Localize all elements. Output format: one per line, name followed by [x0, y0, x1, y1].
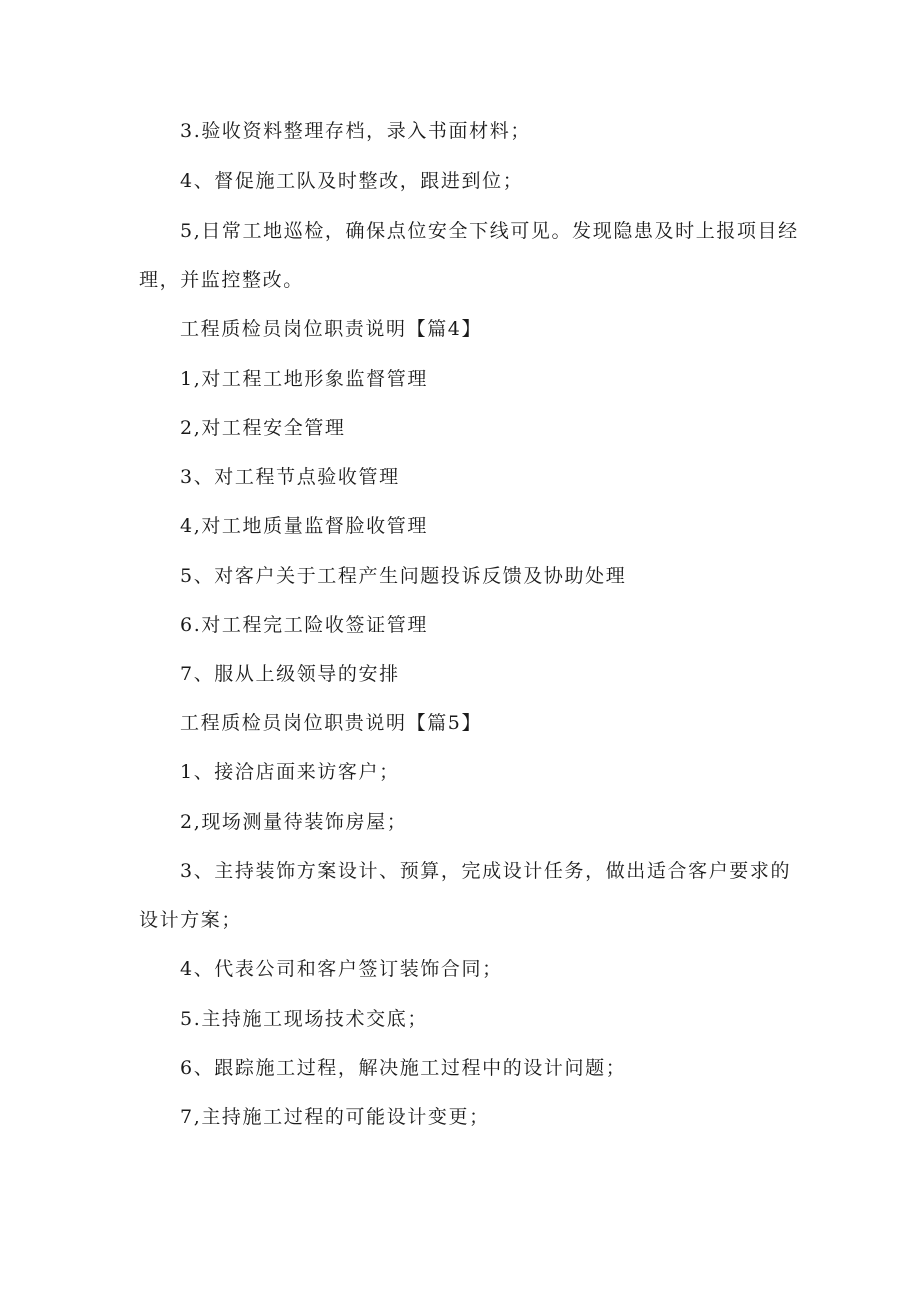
list-item: 1、接洽店面来访客户；	[180, 761, 400, 783]
list-item: 4,对工地质量监督脸收管理	[180, 515, 428, 537]
list-item: 7、服从上级领导的安排	[180, 663, 400, 685]
list-item: 3、主持装饰方案设计、预算，完成设计任务，做出适合客户要求的	[180, 860, 792, 882]
list-item: 1,对工程工地形象监督管理	[180, 368, 428, 390]
list-item: 3、对工程节点验收管理	[180, 466, 400, 488]
list-item-continuation: 设计方案；	[139, 909, 243, 931]
list-item: 5、对客户关于工程产生问题投诉反馈及协助处理	[180, 565, 627, 587]
list-item: 3.验收资料整理存档，录入书面材料；	[180, 120, 531, 142]
section-heading: 工程质检员岗位职贵说明【篇5】	[180, 712, 483, 734]
list-item: 6.对工程完工险收签证管理	[180, 614, 428, 636]
list-item: 2,现场测量待装饰房屋；	[180, 811, 408, 833]
list-item: 5,日常工地巡检，确保点位安全下线可见。发现隐患及时上报项目经	[180, 220, 799, 242]
list-item-continuation: 理，并监控整改。	[139, 269, 304, 291]
list-item: 2,对工程安全管理	[180, 417, 346, 439]
list-item: 5.主持施工现场技术交底；	[180, 1008, 428, 1030]
list-item: 4、代表公司和客户签订装饰合同；	[180, 958, 503, 980]
list-item: 6、跟踪施工过程，解决施工过程中的设计问题；	[180, 1057, 627, 1079]
list-item: 7,主持施工过程的可能设计变更；	[180, 1106, 490, 1128]
list-item: 4、督促施工队及时整改，跟进到位；	[180, 170, 524, 192]
section-heading: 工程质检员岗位职责说明【篇4】	[180, 318, 483, 340]
